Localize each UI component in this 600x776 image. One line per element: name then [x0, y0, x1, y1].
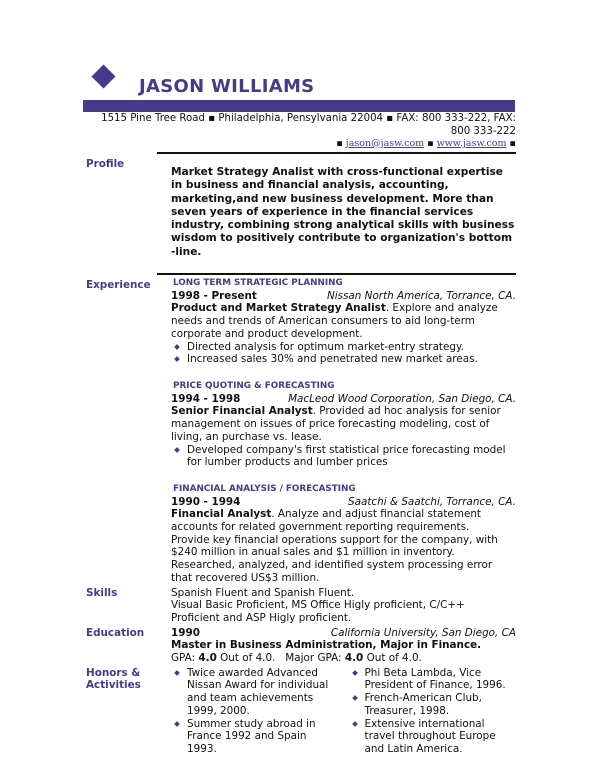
- divider: [157, 273, 516, 275]
- education-school: California University, San Diego, CA: [330, 626, 516, 639]
- job-company: Nissan North America, Torrance, CA.: [326, 289, 516, 302]
- job-title: Financial Analyst: [171, 508, 272, 521]
- resume-body: [86, 113, 516, 776]
- website-link[interactable]: www.jasw.com: [436, 138, 507, 149]
- list-item: Summer study abroad in France 1992 and Spain 1993.: [171, 718, 339, 756]
- email-link[interactable]: jason@jasw.com: [345, 138, 425, 149]
- honors-label-line: Activities: [86, 679, 141, 692]
- gpa-value: 4.0: [198, 652, 217, 665]
- job-description: . Explore and analyze needs and trends of American consumers to aid long-term corporate and product development.: [171, 302, 498, 340]
- job-description: . Provided ad hoc analysis for senior management on issues of price forecasting modeling, cost of living, an purchase vs. lease.: [171, 405, 501, 443]
- job-heading: LONG TERM STRATEGIC PLANNING: [173, 278, 343, 289]
- job-company: MacLeod Wood Corporation, San Diego, CA.: [288, 392, 516, 405]
- list-item: Phi Beta Lambda, Vice President of Finance, 1996.: [349, 667, 517, 692]
- education-gpa: [171, 652, 516, 665]
- job-title: Product and Market Strategy Analist: [171, 302, 386, 315]
- profile-section: [86, 158, 516, 259]
- experience-section: [86, 277, 516, 584]
- job-entry: [171, 483, 516, 585]
- honors-content: [171, 667, 516, 756]
- list-item: Twice awarded Advanced Nissan Award for individual and team achievements 1999, 2000.: [171, 667, 339, 718]
- list-item: Developed company's first statistical price forecasting model for lumber products and lumber prices: [171, 444, 516, 469]
- skill-line: Spanish Fluent and Spanish Fluent.: [171, 586, 355, 599]
- honors-label: [86, 667, 171, 692]
- candidate-name: JASON WILLIAMS: [139, 76, 315, 97]
- education-label: Education: [86, 626, 145, 639]
- job-dates: 1990 - 1994: [171, 495, 241, 508]
- job-title: Senior Financial Analyst: [171, 405, 313, 418]
- list-item: Extensive international travel throughout Europe and Latin America.: [349, 718, 517, 756]
- diamond-logo-icon: [91, 64, 115, 88]
- job-dates: 1998 - Present: [171, 289, 257, 302]
- job-company: Saatchi & Saatchi, Torrance, CA.: [348, 495, 516, 508]
- honors-section: [86, 667, 516, 756]
- job-extra: Provide key financial operations support for the company, with $240 million in anual sales and $1 million in inventory. Researched, analyzed, and identified system processing error that recovered US$3 million.: [171, 533, 498, 584]
- gpa-suffix: Out of 4.0. Major GPA:: [216, 652, 345, 665]
- job-entry: [171, 277, 516, 366]
- experience-label: Experience: [86, 279, 151, 292]
- gpa-label: GPA:: [171, 652, 199, 665]
- profile-label: Profile: [86, 158, 125, 170]
- divider: [157, 152, 516, 154]
- list-item: Directed analysis for optimum market-entry strategy.: [171, 341, 516, 354]
- honors-label-line: Honors &: [86, 666, 141, 679]
- contact-links: ▪ jason@jasw.com ▪ www.jasw.com ▪: [336, 138, 516, 149]
- list-item: Increased sales 30% and penetrated new market areas.: [171, 353, 516, 366]
- profile-text: Market Strategy Analist with cross-functional expertise in business and financial analysis, accounting, marketing,and new business development. More than seven years of experience in the financial services industry, combining strong analytical skills with business wisdom to positively contribute to organization's bottom -line.: [171, 166, 515, 258]
- skill-line: Visual Basic Proficient, MS Office Higly proficient, C/C++ Proficient and ASP Higly proficient.: [171, 599, 465, 624]
- education-content: [171, 627, 516, 665]
- job-heading: PRICE QUOTING & FORECASTING: [173, 381, 335, 391]
- education-year: 1990: [171, 626, 200, 639]
- education-section: [86, 627, 516, 665]
- skills-section: [86, 587, 516, 625]
- job-entry: [171, 380, 516, 469]
- job-dates: 1994 - 1998: [171, 392, 241, 405]
- contact-address: 1515 Pine Tree Road ▪ Philadelphia, Pensylvania 22004 ▪ FAX: 800 333-222, FAX: 800 333-222: [101, 113, 516, 137]
- list-item: French-American Club, Treasurer, 1998.: [349, 692, 517, 717]
- major-gpa-value: 4.0: [344, 652, 364, 665]
- education-degree: Master in Business Administration, Major in Finance.: [171, 639, 482, 652]
- skills-content: [171, 587, 516, 625]
- header-bar: [83, 100, 515, 112]
- skills-label: Skills: [86, 586, 118, 599]
- job-heading: FINANCIAL ANALYSIS / FORECASTING: [173, 483, 356, 494]
- major-gpa-suffix: Out of 4.0.: [363, 652, 422, 665]
- experience-content: [171, 277, 516, 584]
- job-description: . Analyze and adjust financial statement accounts for related government reporting requirements.: [171, 508, 481, 534]
